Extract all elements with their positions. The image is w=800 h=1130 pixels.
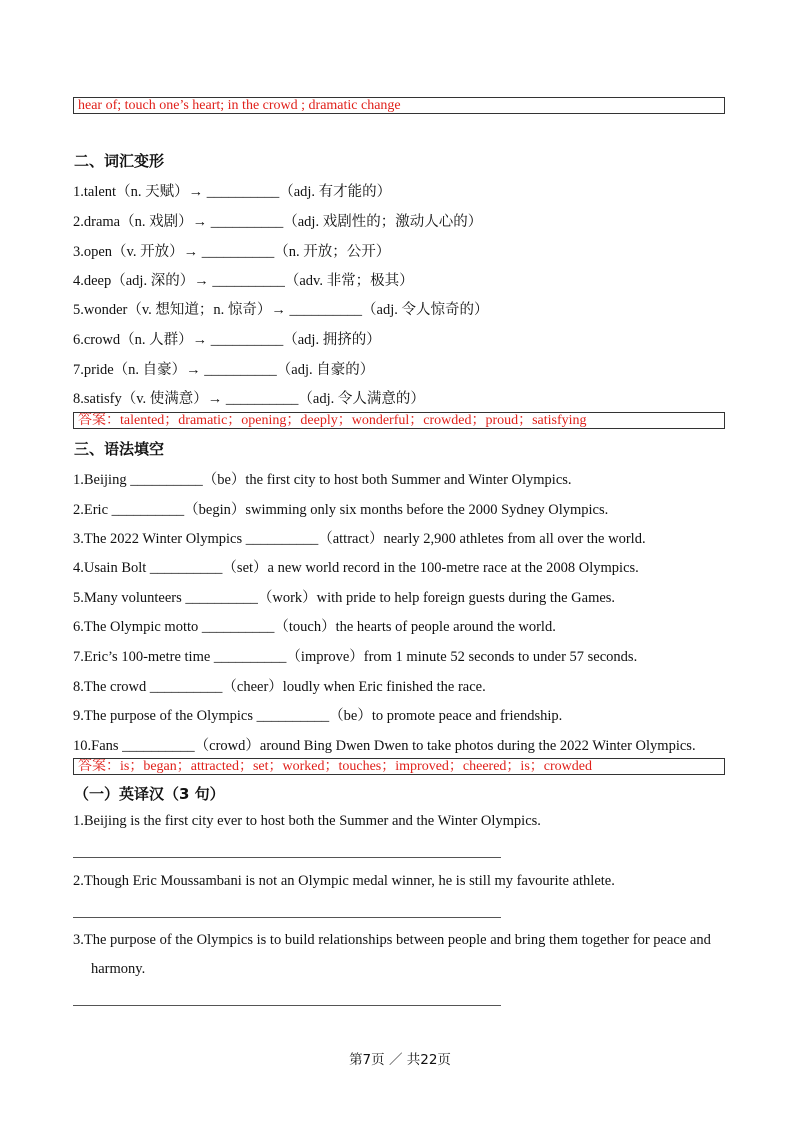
section4-heading: （一）英译汉（3 句） <box>74 785 225 803</box>
translation-question-1: 1.Beijing is the first city ever to host both the Summer and the Winter Olympics. <box>73 813 541 829</box>
section3-answer-box <box>73 758 725 775</box>
answer-line-1 <box>73 857 501 858</box>
answer-line-2 <box>73 917 501 918</box>
keywords-answer: hear of; touch one’s heart; in the crowd ; dramatic change <box>78 98 401 113</box>
grammar-item-4: 4.Usain Bolt __________（set）a new world record in the 100-metre race at the 2008 Olympics. <box>73 560 639 576</box>
word-form-item-3: 3.open（v. 开放）→ __________（n. 开放；公开） <box>73 244 391 260</box>
word-form-item-8: 8.satisfy（v. 使满意）→ __________（adj. 令人满意的） <box>73 391 425 407</box>
grammar-item-9: 9.The purpose of the Olympics __________（be）to promote peace and friendship. <box>73 708 563 724</box>
grammar-item-10: 10.Fans __________（crowd）around Bing Dwen Dwen to take photos during the 2022 Winter Olympics. <box>73 738 696 754</box>
grammar-item-6: 6.The Olympic motto __________（touch）the hearts of people around the world. <box>73 619 556 635</box>
section2-heading: 二、词汇变形 <box>74 152 165 170</box>
word-form-item-6: 6.crowd（n. 人群）→ __________（adj. 拥挤的） <box>73 332 381 348</box>
word-form-item-2: 2.drama（n. 戏剧）→ __________（adj. 戏剧性的；激动人心的） <box>73 214 483 230</box>
word-form-item-1: 1.talent（n. 天赋）→ __________（adj. 有才能的） <box>73 184 392 200</box>
grammar-item-3: 3.The 2022 Winter Olympics __________（attract）nearly 2,900 athletes from all over the world. <box>73 531 646 547</box>
word-form-item-5: 5.wonder（v. 想知道；n. 惊奇）→ __________（adj. 令人惊奇的） <box>73 302 489 318</box>
section2-answer: 答案：talented；dramatic；opening；deeply；wonderful；crowded；proud；satisfying <box>78 413 587 428</box>
grammar-item-7: 7.Eric’s 100-metre time __________（improve）from 1 minute 52 seconds to under 57 seconds. <box>73 649 638 665</box>
word-form-item-7: 7.pride（n. 自豪）→ __________（adj. 自豪的） <box>73 362 375 378</box>
section2-answer-box <box>73 412 725 429</box>
keywords-answer-box <box>73 97 725 114</box>
translation-question-3-line-1: 3.The purpose of the Olympics is to build relationships between people and bring them together for peace and <box>73 932 711 948</box>
grammar-item-5: 5.Many volunteers __________（work）with pride to help foreign guests during the Games. <box>73 590 616 606</box>
translation-question-3-line-2: harmony. <box>91 961 146 977</box>
section3-answer: 答案：is；began；attracted；set；worked；touches；improved；cheered；is；crowded <box>78 759 592 774</box>
translation-question-2: 2.Though Eric Moussambani is not an Olympic medal winner, he is still my favourite athlete. <box>73 873 615 889</box>
page-footer: 第7页 ／ 共22页 <box>349 1052 451 1068</box>
grammar-item-8: 8.The crowd __________（cheer）loudly when Eric finished the race. <box>73 679 486 695</box>
answer-line-3 <box>73 1005 501 1006</box>
grammar-item-1: 1.Beijing __________（be）the first city to host both Summer and Winter Olympics. <box>73 472 572 488</box>
word-form-item-4: 4.deep（adj. 深的）→ __________（adv. 非常；极其） <box>73 273 414 289</box>
grammar-item-2: 2.Eric __________（begin）swimming only six months before the 2000 Sydney Olympics. <box>73 502 609 518</box>
section3-heading: 三、语法填空 <box>74 440 165 458</box>
